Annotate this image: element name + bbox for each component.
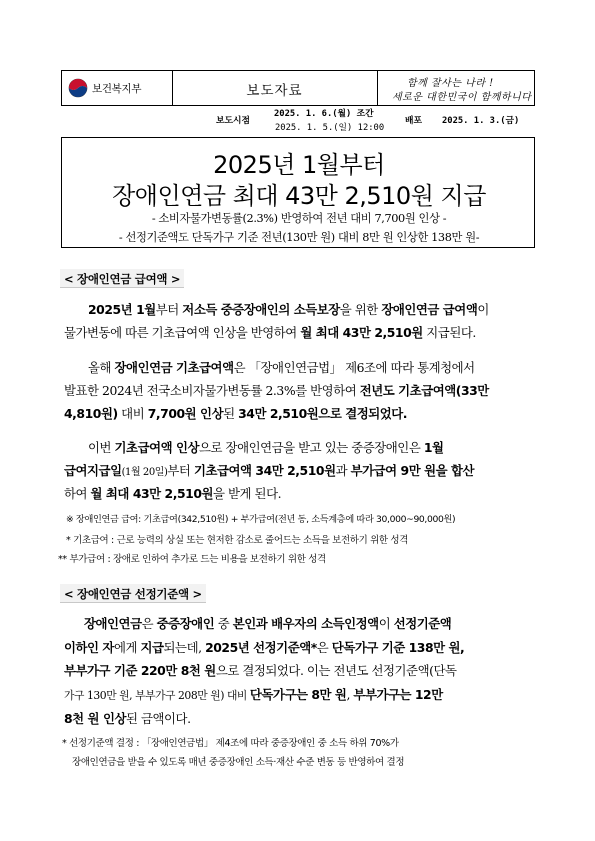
embargo-label: 보도시점 [216,116,250,126]
paragraph-line: 올해 장애인연금 기초급여액은 「장애인연금법」 제6조에 따라 통계청에서 [88,360,475,375]
press-release-label: 보도자료 [246,83,303,99]
headline-line-2: 장애인연금 최대 43만 2,510원 지급 [112,182,486,210]
paragraph-line: 이번 기초급여액 인상으로 장애인연금을 받고 있는 중증장애인은 1월 [88,440,444,455]
paragraph-line: 8천 원 인상된 금액이다. [64,711,191,726]
section-heading-selection-criteria: < 장애인연금 선정기준액 > [60,584,206,603]
headline-box [61,137,535,248]
org-name: 보건복지부 [92,83,142,95]
header-box [61,70,535,106]
distribution-date: 2025. 1. 3.(금) [442,116,520,126]
paragraph-line: 4,810원) 대비 7,700원 인상된 34만 2,510원으로 결정되었다. [64,406,408,421]
paragraph-line: 가구 130만 원, 부부가구 208만 원) 대비 단독가구는 8만 원, 부부가구는 12만 [64,687,443,702]
footnote: 장애인연금을 받을 수 있도록 매년 중증장애인 소득·재산 수준 변동 등 반영하여 결정 [72,757,405,768]
footnote: * 기초급여 : 근로 능력의 상실 또는 현저한 감소로 줄어드는 소득을 보전하기 위한 성격 [66,535,409,546]
slogan-line-2: 세로운 대한민국이 함께하니다 [392,92,532,103]
header-divider [377,71,378,105]
footnote: ** 부가급여 : 장애로 인하여 추가로 드는 비용을 보전하기 위한 성격 [58,554,326,565]
embargo-online-time: 2025. 1. 5.(일) 12:00 [275,123,385,133]
paragraph-line: 부부가구 기준 220만 8천 원으로 결정되었다. 이는 전년도 선정기준액(단독 [64,663,457,678]
distribution-label: 배포 [405,116,422,126]
ministry-emblem-icon [68,78,88,98]
paragraph-line: 2025년 1월부터 저소득 중증장애인의 소득보장을 위한 장애인연금 급여액이 [88,302,489,317]
paragraph-line: 이하인 자에게 지급되는데, 2025년 선정기준액*은 단독가구 기준 138만 원, [64,640,465,655]
footnote: ※ 장애인연금 급여: 기초급여(342,510원) + 부가급여(전년 동, 소득계층에 따라 30,000~90,000원) [66,514,456,525]
section-heading-benefit-amount: < 장애인연금 급여액 > [60,269,184,288]
subheadline-1: - 소비자물가변동률(2.3%) 반영하여 전년 대비 7,700원 인상 - [151,212,447,225]
footnote: * 선정기준액 결정 : 「장애인연금법」 제4조에 따라 중증장애인 중 소득 하위 70%가 [62,738,399,749]
headline-line-1: 2025년 1월부터 [213,151,385,179]
subheadline-2: - 선정기준액도 단독가구 기준 전년(130만 원) 대비 8만 원 인상한 138만 원- [118,231,480,244]
paragraph-line: 하여 월 최대 43만 2,510원을 받게 된다. [64,486,282,501]
paragraph-line: 장애인연금은 중증장애인 중 본인과 배우자의 소득인정액이 선정기준액 [84,616,452,631]
paragraph-line: 급여지급일(1월 20일)부터 기초급여액 34만 2,510원과 부가급여 9만 원을 합산 [64,463,475,478]
paragraph-line: 물가변동에 따른 기초급여액 인상을 반영하여 월 최대 43만 2,510원 지급된다. [64,325,476,340]
embargo-date: 2025. 1. 6.(월) 조간 [274,109,374,119]
paragraph-line: 발표한 2024년 전국소비자물가변동률 2.3%를 반영하여 전년도 기초급여액(33만 [64,383,489,398]
slogan-line-1: 함께 잘사는 나라 ! [407,78,494,89]
